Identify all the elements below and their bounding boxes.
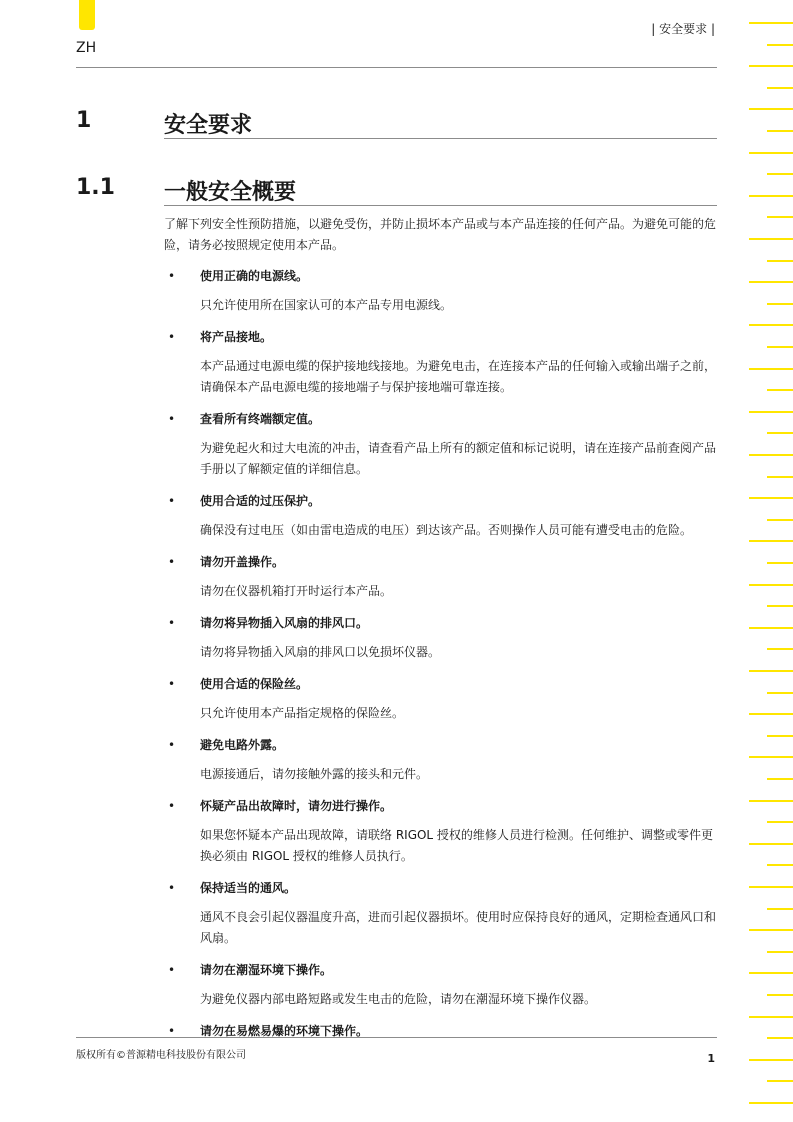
safety-item — [164, 327, 717, 398]
edge-line — [749, 1059, 793, 1061]
edge-line — [749, 497, 793, 499]
edge-line — [767, 303, 793, 305]
edge-line — [767, 735, 793, 737]
edge-line — [767, 994, 793, 996]
safety-item-description: 只允许使用本产品指定规格的保险丝。 — [200, 706, 405, 720]
safety-item-description: 通风不良会引起仪器温度升高，进而引起仪器损坏。使用时应保持良好的通风，定期检查通风口和风扇。 — [200, 910, 717, 945]
safety-item-title: 使用合适的过压保护。 — [200, 494, 321, 508]
safety-item-description: 确保没有过电压（如由雷电造成的电压）到达该产品。否则操作人员可能有遭受电击的危险。 — [200, 523, 693, 537]
safety-item — [164, 674, 717, 724]
edge-decoration — [747, 0, 793, 1122]
edge-line — [749, 843, 793, 845]
edge-line — [749, 324, 793, 326]
bullet-icon: • — [168, 555, 176, 569]
edge-line — [767, 605, 793, 607]
safety-item-description: 本产品通过电源电缆的保护接地线接地。为避免电击，在连接本产品的任何输入或输出端子之前，请确保本产品电源电缆的接地端子与保护接地端可靠连接。 — [200, 359, 717, 394]
edge-line — [749, 238, 793, 240]
safety-item — [164, 552, 717, 602]
edge-line — [767, 130, 793, 132]
edge-line — [767, 908, 793, 910]
edge-line — [767, 1037, 793, 1039]
edge-line — [749, 713, 793, 715]
section-title: 一般安全概要 — [164, 180, 297, 205]
edge-line — [749, 540, 793, 542]
edge-line — [749, 281, 793, 283]
edge-line — [767, 692, 793, 694]
safety-item — [164, 735, 717, 785]
edge-line — [767, 260, 793, 262]
edge-line — [767, 389, 793, 391]
safety-item — [164, 409, 717, 480]
safety-item — [164, 960, 717, 1010]
bullet-icon: • — [168, 799, 176, 813]
edge-line — [767, 562, 793, 564]
intro-paragraph: 了解下列安全性预防措施，以避免受伤，并防止损坏本产品或与本产品连接的任何产品。为避免可能的危险，请务必按照规定使用本产品。 — [164, 217, 717, 252]
safety-item-title: 使用正确的电源线。 — [200, 269, 309, 283]
safety-item-title: 保持适当的通风。 — [200, 881, 297, 895]
edge-line — [749, 627, 793, 629]
safety-item-title: 请勿开盖操作。 — [200, 555, 285, 569]
bullet-icon: • — [168, 269, 176, 283]
safety-item-description: 为避免仪器内部电路短路或发生电击的危险，请勿在潮湿环境下操作仪器。 — [200, 992, 597, 1006]
safety-item-title: 请勿在易燃易爆的环境下操作。 — [200, 1024, 369, 1038]
edge-line — [767, 778, 793, 780]
safety-item — [164, 1021, 717, 1042]
bullet-icon: • — [168, 330, 176, 344]
edge-line — [767, 519, 793, 521]
safety-item-description: 只允许使用所在国家认可的本产品专用电源线。 — [200, 298, 453, 312]
section-number: 1.1 — [76, 175, 115, 200]
edge-line — [749, 368, 793, 370]
edge-line — [767, 173, 793, 175]
bullet-icon: • — [168, 412, 176, 426]
edge-line — [767, 864, 793, 866]
edge-line — [749, 22, 793, 24]
safety-item-title: 请勿将异物插入风扇的排风口。 — [200, 616, 369, 630]
section-divider — [164, 205, 717, 206]
header-divider — [76, 67, 717, 68]
edge-line — [749, 454, 793, 456]
edge-line — [749, 1016, 793, 1018]
edge-line — [749, 65, 793, 67]
chapter-divider — [164, 138, 717, 139]
bullet-icon: • — [168, 494, 176, 508]
edge-line — [749, 670, 793, 672]
edge-line — [749, 152, 793, 154]
edge-line — [749, 411, 793, 413]
bullet-icon: • — [168, 881, 176, 895]
edge-line — [749, 108, 793, 110]
safety-item-description: 请勿将异物插入风扇的排风口以免损坏仪器。 — [200, 645, 441, 659]
safety-item-title: 避免电路外露。 — [200, 738, 285, 752]
edge-line — [767, 1080, 793, 1082]
safety-item-description: 请勿在仪器机箱打开时运行本产品。 — [200, 584, 393, 598]
safety-item-title: 将产品接地。 — [200, 330, 273, 344]
bullet-icon: • — [168, 677, 176, 691]
bullet-icon: • — [168, 738, 176, 752]
page-number: 1 — [707, 1052, 715, 1065]
edge-line — [749, 1102, 793, 1104]
bullet-icon: • — [168, 1024, 176, 1038]
chapter-title: 安全要求 — [164, 113, 253, 138]
edge-line — [767, 432, 793, 434]
edge-line — [767, 648, 793, 650]
chapter-number: 1 — [76, 108, 92, 133]
safety-item-description: 为避免起火和过大电流的冲击，请查看产品上所有的额定值和标记说明，请在连接产品前查阅产品手册以了解额定值的详细信息。 — [200, 441, 717, 476]
safety-item-description: 电源接通后，请勿接触外露的接头和元件。 — [200, 767, 429, 781]
edge-line — [767, 216, 793, 218]
edge-line — [767, 476, 793, 478]
edge-line — [749, 886, 793, 888]
edge-line — [749, 972, 793, 974]
bullet-icon: • — [168, 616, 176, 630]
copyright-text: 版权所有©普源精电科技股份有限公司 — [76, 1050, 246, 1061]
chapter-tab-marker — [79, 0, 95, 30]
edge-line — [749, 929, 793, 931]
safety-item — [164, 491, 717, 541]
edge-line — [767, 346, 793, 348]
language-tag: ZH — [76, 40, 97, 56]
edge-line — [767, 821, 793, 823]
safety-item — [164, 796, 717, 867]
safety-item-title: 怀疑产品出故障时，请勿进行操作。 — [200, 799, 393, 813]
edge-line — [767, 87, 793, 89]
footer-divider — [76, 1037, 717, 1038]
edge-line — [749, 584, 793, 586]
safety-item — [164, 266, 717, 316]
safety-item-title: 使用合适的保险丝。 — [200, 677, 309, 691]
bullet-icon: • — [168, 963, 176, 977]
safety-item-title: 请勿在潮湿环境下操作。 — [200, 963, 333, 977]
edge-line — [749, 800, 793, 802]
safety-list — [164, 266, 717, 1042]
safety-item-title: 查看所有终端额定值。 — [200, 412, 321, 426]
safety-item — [164, 878, 717, 949]
edge-line — [767, 951, 793, 953]
edge-line — [767, 44, 793, 46]
safety-item — [164, 613, 717, 663]
running-header: | 安全要求 | — [651, 22, 715, 36]
edge-line — [749, 195, 793, 197]
edge-line — [749, 756, 793, 758]
safety-item-description: 如果您怀疑本产品出现故障，请联络 RIGOL 授权的维修人员进行检测。任何维护、调整或零件更换必须由 RIGOL 授权的维修人员执行。 — [200, 828, 713, 863]
